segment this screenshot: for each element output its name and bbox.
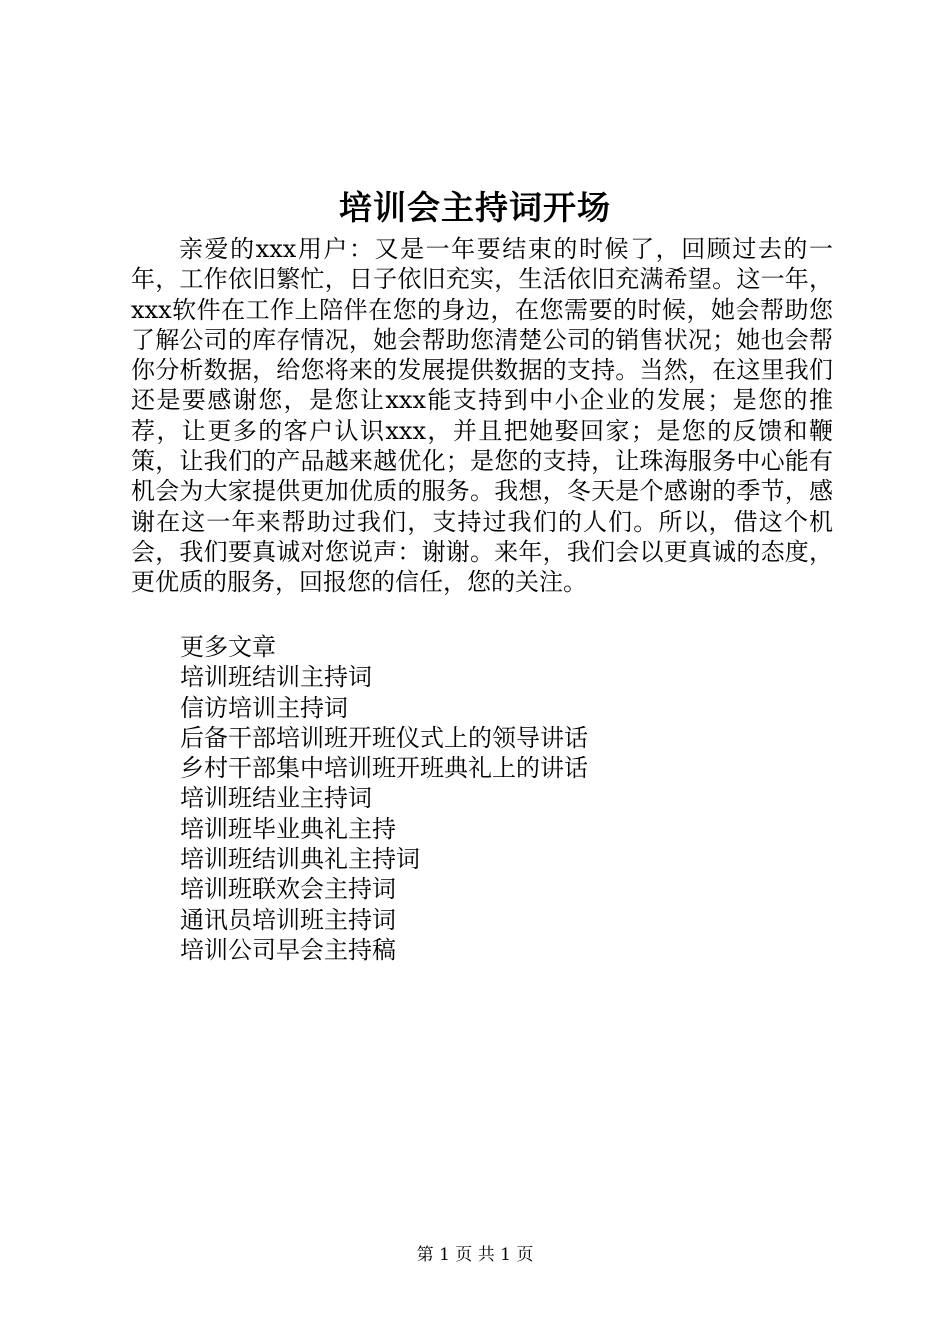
article-link[interactable]: 后备干部培训班开班仪式上的领导讲话	[180, 723, 588, 752]
article-link[interactable]: 乡村干部集中培训班开班典礼上的讲话	[180, 754, 588, 783]
article-link[interactable]: 通讯员培训班主持词	[180, 905, 396, 934]
article-link[interactable]: 培训班结训典礼主持词	[180, 845, 420, 874]
article-link[interactable]: 培训班结训主持词	[180, 663, 372, 692]
article-link[interactable]: 信访培训主持词	[180, 693, 348, 722]
document-body-paragraph: 亲爱的xxx用户：又是一年要结束的时候了，回顾过去的一年，工作依旧繁忙，日子依旧充实，生活依旧充满希望。这一年，xxx软件在工作上陪伴在您的身边，在您需要的时候，她会帮助您了解公司的库存情况，她会帮助您清楚公司的销售状况；她也会帮你分析数据，给您将来的发展提供数据的支持。当然，在这里我们还是要感谢您，是您让xxx能支持到中小企业的发展；是您的推荐，让更多的客户认识xxx，并且把她娶回家；是您的反馈和鞭策，让我们的产品越来越优化；是您的支持，让珠海服务中心能有机会为大家提供更加优质的服务。我想，冬天是个感谢的季节，感谢在这一年来帮助过我们，支持过我们的人们。所以，借这个机会，我们要真诚对您说声：谢谢。来年，我们会以更真诚的态度，更优质的服务，回报您的信任，您的关注。	[131, 235, 833, 597]
article-link[interactable]: 培训公司早会主持稿	[180, 935, 396, 964]
page-number-footer: 第 1 页 共 1 页	[416, 1245, 534, 1265]
article-link[interactable]: 培训班联欢会主持词	[180, 875, 396, 904]
article-link[interactable]: 培训班毕业典礼主持	[180, 814, 396, 843]
document-title: 培训会主持词开场	[339, 188, 611, 227]
more-articles-heading: 更多文章	[180, 633, 276, 661]
more-articles-list	[180, 632, 588, 965]
article-link[interactable]: 培训班结业主持词	[180, 784, 372, 813]
